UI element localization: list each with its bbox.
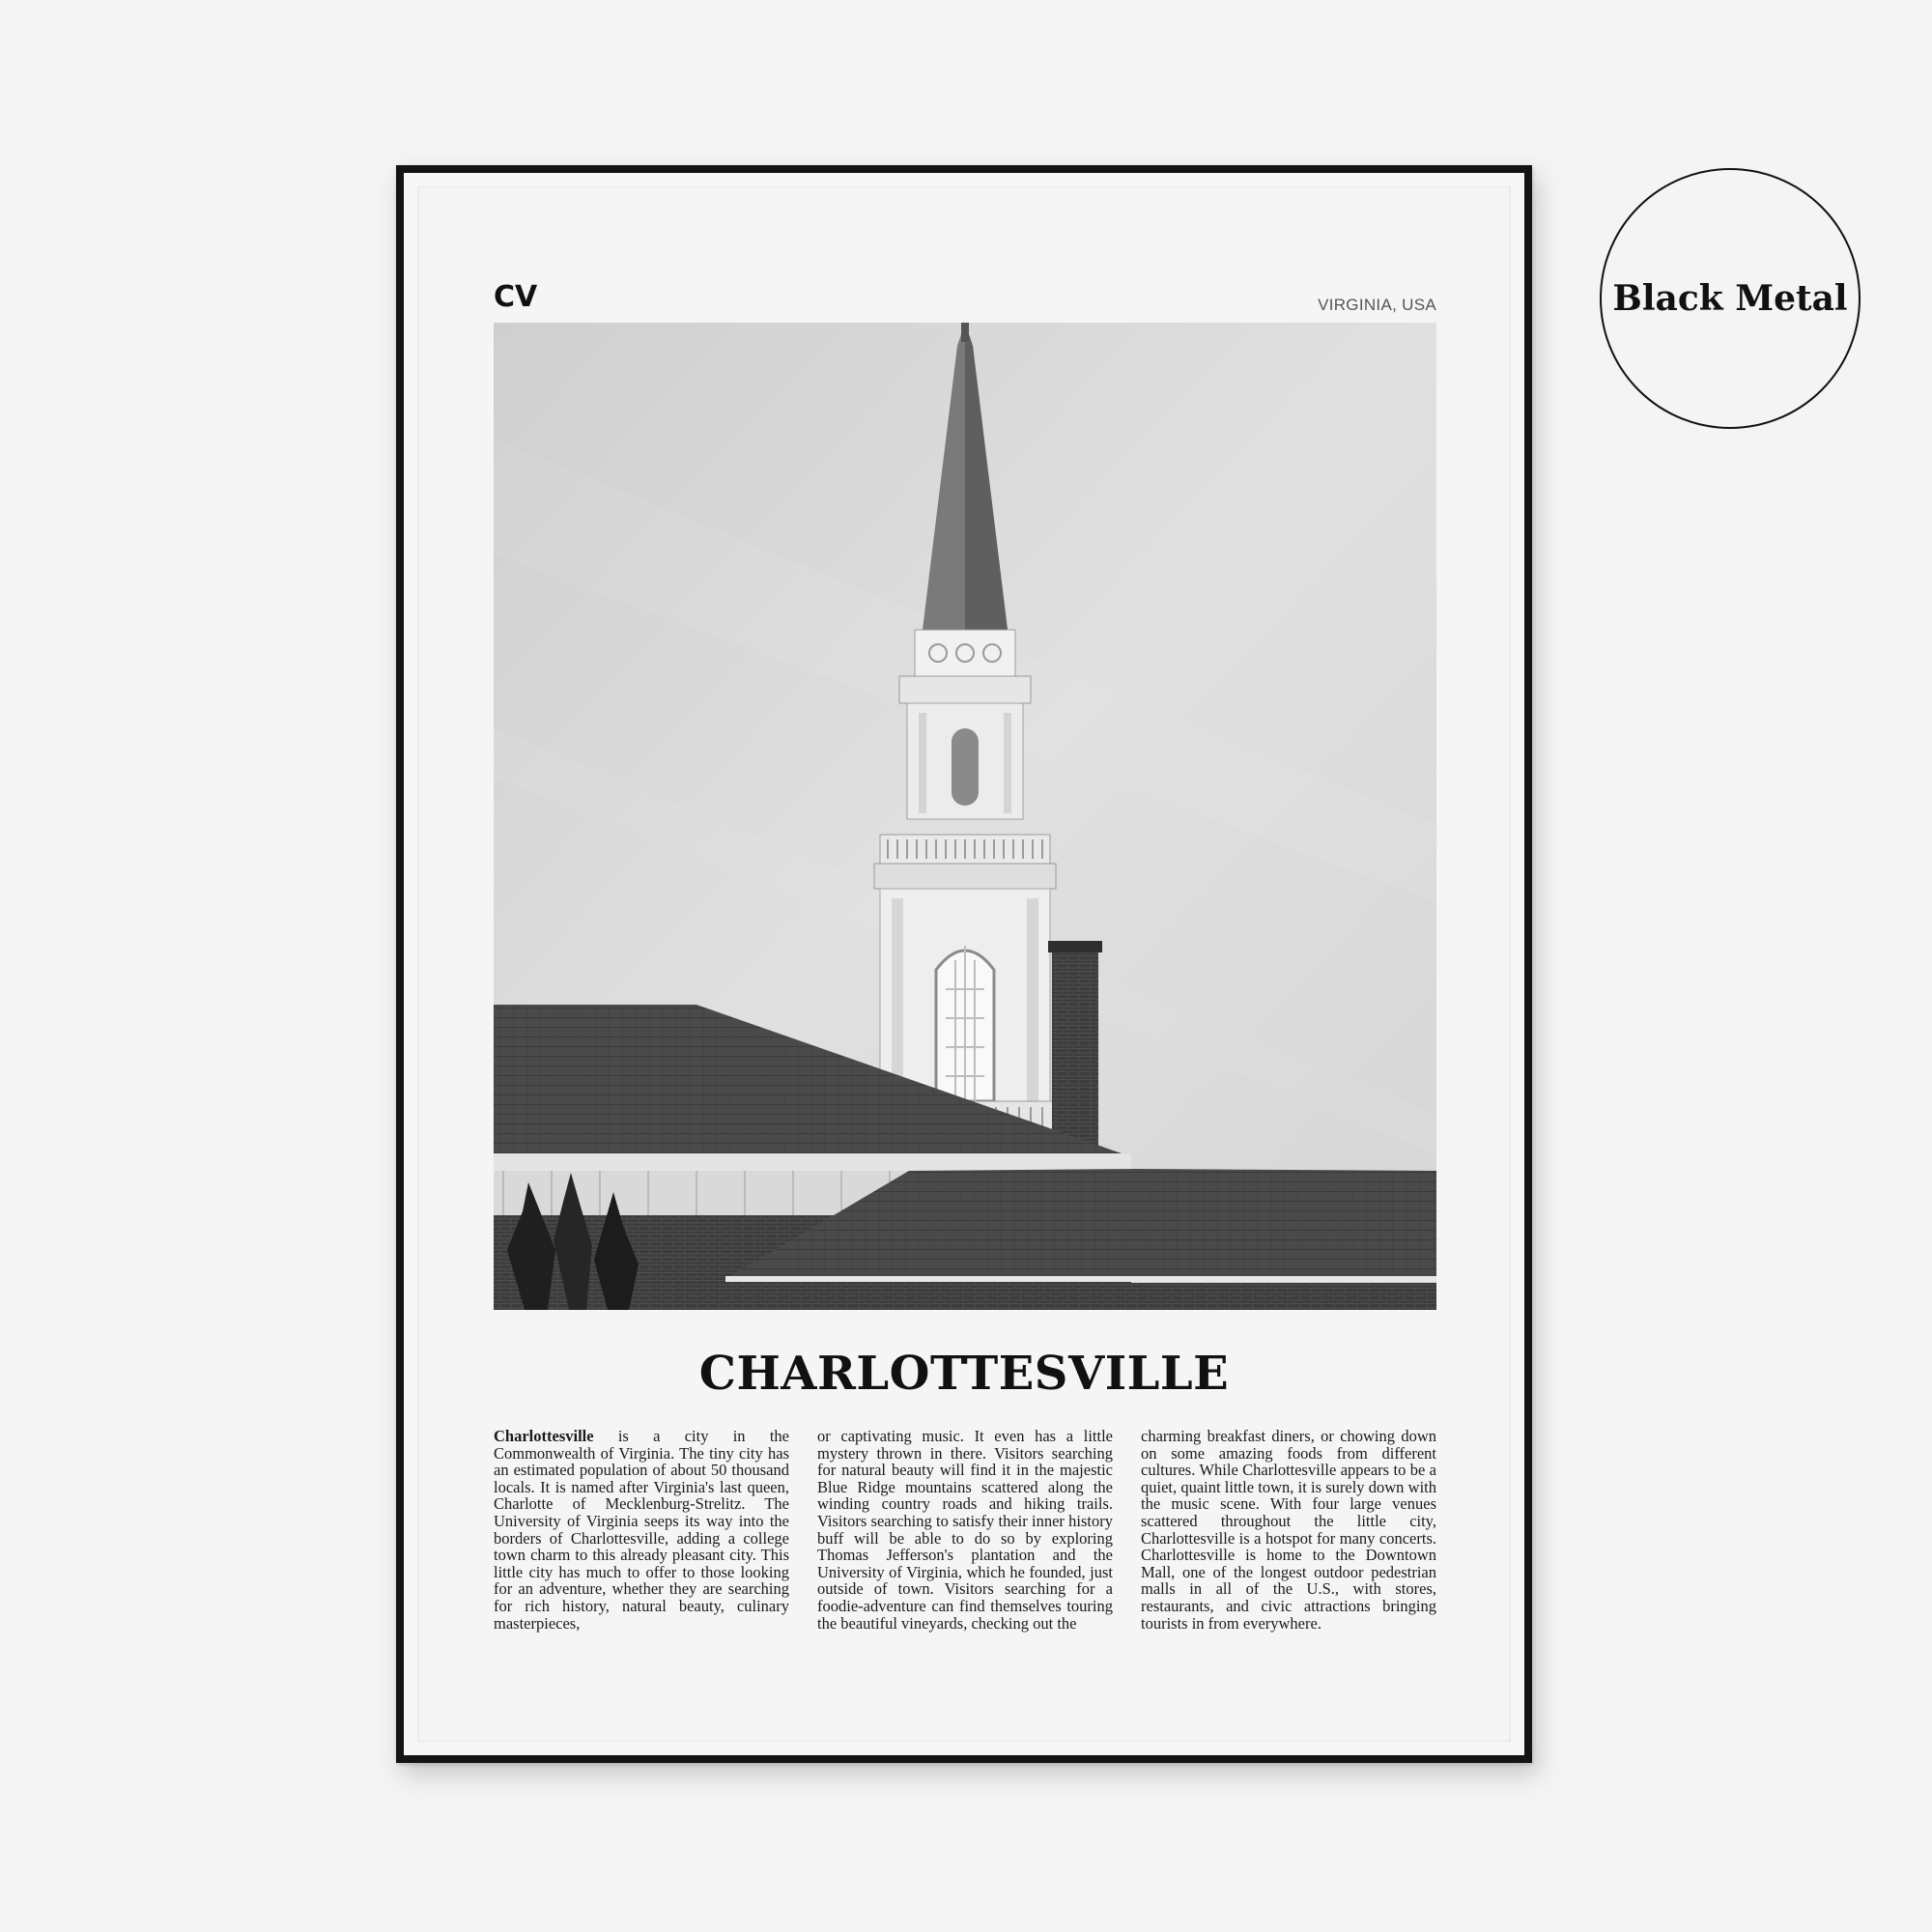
description-lead: Charlottesville (494, 1427, 594, 1445)
poster-region: VIRGINIA, USA (1318, 296, 1436, 314)
description-column-3: charming breakfast diners, or chowing down on some amazing foods from different cultures. While Charlottesville appears to be a quiet, quaint little town, it is surely down with the music scene. With four large venues scattered throughout the little city, Charlottesville is a hotspot for many concerts. Charlottesville is home to the Downtown Mall, one of the longest outdoor pedestrian malls in all of the U.S., with stores, restaurants, and civic attractions bringing tourists in from everywhere. (1141, 1427, 1436, 1633)
poster-abbreviation: CV (494, 280, 538, 314)
frame-option-label: Black Metal (1612, 278, 1848, 319)
description-column-2: or captivating music. It even has a little mystery thrown in there. Visitors searching for natural beauty will find it in the majestic Blue Ridge mountains scattered along the winding country roads and hiking trails. Visitors searching to satisfy their inner history buff will be able to do so by exploring Thomas Jefferson's plantation and the University of Virginia, which he founded, just outside of town. Visitors searching for a foodie-adventure can find themselves touring the beautiful vineyards, checking out the (817, 1427, 1113, 1633)
description-column-1-text: is a city in the Commonwealth of Virginia. The tiny city has an estimated population of about 50 thousand locals. It is named after Virginia's last queen, Charlotte of Mecklenburg-Strelitz. The University of Virginia seeps its way into the borders of Charlottesville, adding a college town charm to this already pleasant city. This little city has much to offer to those looking for an adventure, whether they are searching for rich history, natural beauty, culinary masterpieces, (494, 1427, 789, 1633)
steeple-photo (494, 323, 1436, 1310)
steeple-illustration (494, 323, 1436, 1310)
description-column-1 (494, 1428, 789, 1632)
frame-option-badge (1600, 168, 1861, 429)
city-title: CHARLOTTESVILLE (698, 1347, 1230, 1401)
